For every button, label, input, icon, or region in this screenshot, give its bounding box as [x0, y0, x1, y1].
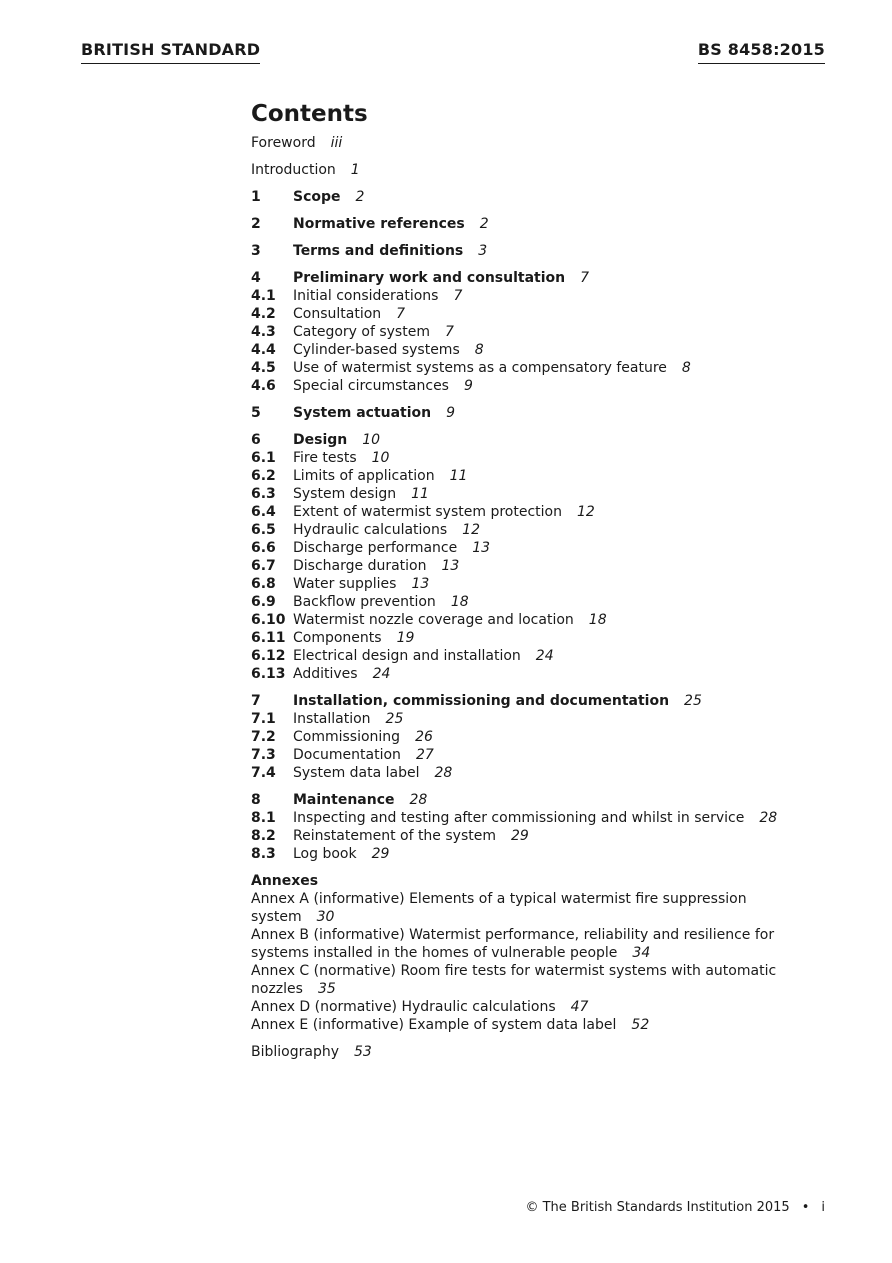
- toc-entry[interactable]: [251, 341, 811, 359]
- clause-number: 4.2: [251, 306, 276, 322]
- page-reference: 18: [450, 594, 469, 610]
- clause-number: 7: [251, 693, 261, 709]
- toc-section: [251, 242, 811, 260]
- clause-title: Reinstatement of the system: [293, 828, 496, 844]
- toc-entry[interactable]: [251, 404, 811, 422]
- annexes-heading: Annexes: [251, 873, 319, 889]
- toc-section: [251, 404, 811, 422]
- toc-entry[interactable]: [251, 809, 811, 827]
- toc-entry[interactable]: [251, 503, 811, 521]
- clause-title: Category of system: [293, 324, 430, 340]
- toc-entry[interactable]: [251, 215, 811, 233]
- standard-label: BRITISH STANDARD: [81, 40, 260, 64]
- page-reference: 25: [684, 693, 702, 709]
- toc-entry[interactable]: [251, 188, 811, 206]
- annex-entry[interactable]: [251, 962, 811, 998]
- toc-section: [251, 431, 811, 683]
- clause-number: 8.3: [251, 846, 276, 862]
- clause-title: System actuation: [293, 405, 432, 421]
- annex-list: [251, 890, 811, 1034]
- annex-title: Annex E (informative) Example of system data label: [251, 1017, 617, 1033]
- page-reference: 29: [371, 846, 390, 862]
- clause-number: 4: [251, 270, 261, 286]
- clause-number: 6.5: [251, 522, 276, 538]
- clause-number: 8.2: [251, 828, 276, 844]
- toc-entry[interactable]: [251, 665, 811, 683]
- entry-page: 53: [354, 1044, 372, 1060]
- introduction-entry[interactable]: [251, 161, 811, 179]
- page-reference: 35: [317, 981, 336, 997]
- clause-number: 6.9: [251, 594, 276, 610]
- toc-entry[interactable]: [251, 269, 811, 287]
- clause-title: Installation, commissioning and documentation: [293, 693, 670, 709]
- toc-entry[interactable]: [251, 359, 811, 377]
- annexes-section: [251, 872, 811, 1034]
- clause-title: Maintenance: [293, 792, 395, 808]
- page-reference: 19: [396, 630, 415, 646]
- entry-text: Bibliography: [251, 1044, 339, 1060]
- toc-entry[interactable]: [251, 323, 811, 341]
- clause-title: Preliminary work and consultation: [293, 270, 566, 286]
- clause-number: 2: [251, 216, 261, 232]
- clause-number: 4.1: [251, 288, 276, 304]
- page-reference: 10: [362, 432, 381, 448]
- bibliography-entry[interactable]: [251, 1043, 811, 1061]
- toc-entry[interactable]: [251, 710, 811, 728]
- annex-title: Annex D (normative) Hydraulic calculations: [251, 999, 556, 1015]
- toc-entry[interactable]: [251, 629, 811, 647]
- entry-page: 1: [350, 162, 360, 178]
- toc-entry[interactable]: [251, 791, 811, 809]
- annex-entry[interactable]: [251, 926, 811, 962]
- toc-section: [251, 692, 811, 782]
- annex-title: Annex B (informative) Watermist performance, reliability and resilience for systems installed in the homes of vulnerable people: [251, 927, 775, 961]
- page-reference: 11: [449, 468, 468, 484]
- clause-number: 6.6: [251, 540, 276, 556]
- toc-entry[interactable]: [251, 647, 811, 665]
- clause-title: Documentation: [293, 747, 401, 763]
- toc-entry[interactable]: [251, 539, 811, 557]
- toc-entry[interactable]: [251, 593, 811, 611]
- annex-title: Annex A (informative) Elements of a typical watermist fire suppression system: [251, 891, 747, 925]
- clause-number: 4.3: [251, 324, 276, 340]
- clause-number: 4.6: [251, 378, 276, 394]
- page-reference: 24: [372, 666, 391, 682]
- clause-number: 6.2: [251, 468, 276, 484]
- clause-number: 7.3: [251, 747, 276, 763]
- page-reference: 24: [535, 648, 554, 664]
- page-reference: 2: [355, 189, 365, 205]
- toc-entry[interactable]: [251, 611, 811, 629]
- clause-number: 6.7: [251, 558, 276, 574]
- clause-title: System design: [293, 486, 397, 502]
- clause-title: Limits of application: [293, 468, 435, 484]
- clause-title: Components: [293, 630, 382, 646]
- page-reference: 29: [511, 828, 529, 844]
- clause-number: 6: [251, 432, 261, 448]
- page-reference: 28: [434, 765, 453, 781]
- page-reference: 30: [316, 909, 335, 925]
- page-reference: 13: [441, 558, 460, 574]
- annex-entry[interactable]: [251, 998, 811, 1016]
- page-reference: 7: [444, 324, 454, 340]
- annex-title: Annex C (normative) Room fire tests for watermist systems with automatic nozzles: [251, 963, 777, 997]
- toc-entry[interactable]: [251, 431, 811, 449]
- toc-section: [251, 269, 811, 395]
- page-reference: 13: [411, 576, 430, 592]
- clause-title: Initial considerations: [293, 288, 439, 304]
- clause-number: 5: [251, 405, 261, 421]
- entry-text: Foreword: [251, 135, 316, 151]
- page-reference: 7: [396, 306, 406, 322]
- toc-entry[interactable]: [251, 575, 811, 593]
- toc-section: [251, 215, 811, 233]
- clause-number: 1: [251, 189, 261, 205]
- page-reference: 3: [478, 243, 488, 259]
- clause-title: Inspecting and testing after commissioning and whilst in service: [293, 810, 745, 826]
- clause-title: Extent of watermist system protection: [293, 504, 562, 520]
- clause-title: Commissioning: [293, 729, 401, 745]
- annex-entry[interactable]: [251, 890, 811, 926]
- clause-title: Design: [293, 432, 348, 448]
- page-number: i: [821, 1200, 825, 1215]
- clause-title: System data label: [293, 765, 420, 781]
- clause-title: Backflow prevention: [293, 594, 436, 610]
- clause-title: Discharge performance: [293, 540, 458, 556]
- copyright-notice: © The British Standards Institution 2015: [525, 1200, 790, 1215]
- toc-entry[interactable]: [251, 557, 811, 575]
- clause-title: Watermist nozzle coverage and location: [293, 612, 574, 628]
- clause-number: 6.1: [251, 450, 276, 466]
- page-reference: 8: [681, 360, 691, 376]
- page-reference: 10: [371, 450, 390, 466]
- clause-title: Cylinder-based systems: [293, 342, 460, 358]
- clause-title: Special circumstances: [293, 378, 449, 394]
- clause-number: 6.10: [251, 612, 286, 628]
- bullet-separator: •: [801, 1200, 810, 1215]
- clause-number: 6.11: [251, 630, 286, 646]
- toc-entry[interactable]: [251, 845, 811, 863]
- page-reference: 25: [385, 711, 404, 727]
- clause-title: Water supplies: [293, 576, 397, 592]
- clause-title: Hydraulic calculations: [293, 522, 448, 538]
- toc-entry[interactable]: [251, 449, 811, 467]
- entry-text: Introduction: [251, 162, 336, 178]
- toc-entry[interactable]: [251, 692, 811, 710]
- clause-number: 4.4: [251, 342, 276, 358]
- toc-entry[interactable]: [251, 728, 811, 746]
- page-reference: 12: [576, 504, 595, 520]
- clause-number: 7.4: [251, 765, 276, 781]
- page-reference: 8: [474, 342, 484, 358]
- page-reference: 9: [446, 405, 456, 421]
- clause-title: Installation: [293, 711, 371, 727]
- toc-entry[interactable]: [251, 305, 811, 323]
- clause-number: 6.13: [251, 666, 286, 682]
- clause-number: 6.4: [251, 504, 276, 520]
- clause-title: Additives: [293, 666, 358, 682]
- page-reference: 34: [632, 945, 651, 961]
- page-reference: 2: [479, 216, 489, 232]
- page-reference: 7: [453, 288, 463, 304]
- page-reference: 52: [631, 1017, 650, 1033]
- toc-entry[interactable]: [251, 485, 811, 503]
- clause-title: Discharge duration: [293, 558, 427, 574]
- clause-number: 8: [251, 792, 261, 808]
- page-reference: 28: [759, 810, 778, 826]
- clause-title: Scope: [293, 189, 341, 205]
- clause-number: 6.12: [251, 648, 286, 664]
- clause-number: 6.3: [251, 486, 276, 502]
- foreword-entry[interactable]: [251, 134, 811, 152]
- clause-title: Use of watermist systems as a compensatory feature: [293, 360, 667, 376]
- standard-number: BS 8458:2015: [698, 40, 825, 64]
- page-reference: 12: [462, 522, 480, 538]
- clause-number: 4.5: [251, 360, 276, 376]
- toc-entry[interactable]: [251, 242, 811, 260]
- clause-title: Log book: [293, 846, 357, 862]
- page-reference: 11: [411, 486, 429, 502]
- toc-entry[interactable]: [251, 827, 811, 845]
- clause-number: 8.1: [251, 810, 276, 826]
- toc-entry[interactable]: [251, 287, 811, 305]
- annex-entry[interactable]: [251, 1016, 811, 1034]
- clause-number: 3: [251, 243, 261, 259]
- toc-entry[interactable]: [251, 377, 811, 395]
- clause-number: 6.8: [251, 576, 276, 592]
- page-reference: 7: [580, 270, 590, 286]
- toc-entry[interactable]: [251, 764, 811, 782]
- toc-section: [251, 791, 811, 863]
- entry-page: iii: [330, 135, 343, 151]
- toc-entry[interactable]: [251, 746, 811, 764]
- clause-title: Consultation: [293, 306, 382, 322]
- page-reference: 18: [588, 612, 607, 628]
- clause-number: 7.2: [251, 729, 276, 745]
- page-reference: 27: [415, 747, 434, 763]
- page-footer: [525, 1200, 825, 1216]
- page-title: Contents: [251, 101, 368, 127]
- table-of-contents: [251, 99, 811, 1070]
- clause-title: Electrical design and installation: [293, 648, 521, 664]
- page-reference: 28: [409, 792, 428, 808]
- clause-title: Fire tests: [293, 450, 357, 466]
- page-reference: 9: [463, 378, 473, 394]
- page-reference: 47: [570, 999, 589, 1015]
- toc-entry[interactable]: [251, 521, 811, 539]
- toc-section: [251, 188, 811, 206]
- page-reference: 26: [415, 729, 433, 745]
- clause-title: Normative references: [293, 216, 465, 232]
- toc-entry[interactable]: [251, 467, 811, 485]
- clause-number: 7.1: [251, 711, 276, 727]
- clause-title: Terms and definitions: [293, 243, 464, 259]
- page-reference: 13: [472, 540, 491, 556]
- clause-list: [251, 188, 811, 863]
